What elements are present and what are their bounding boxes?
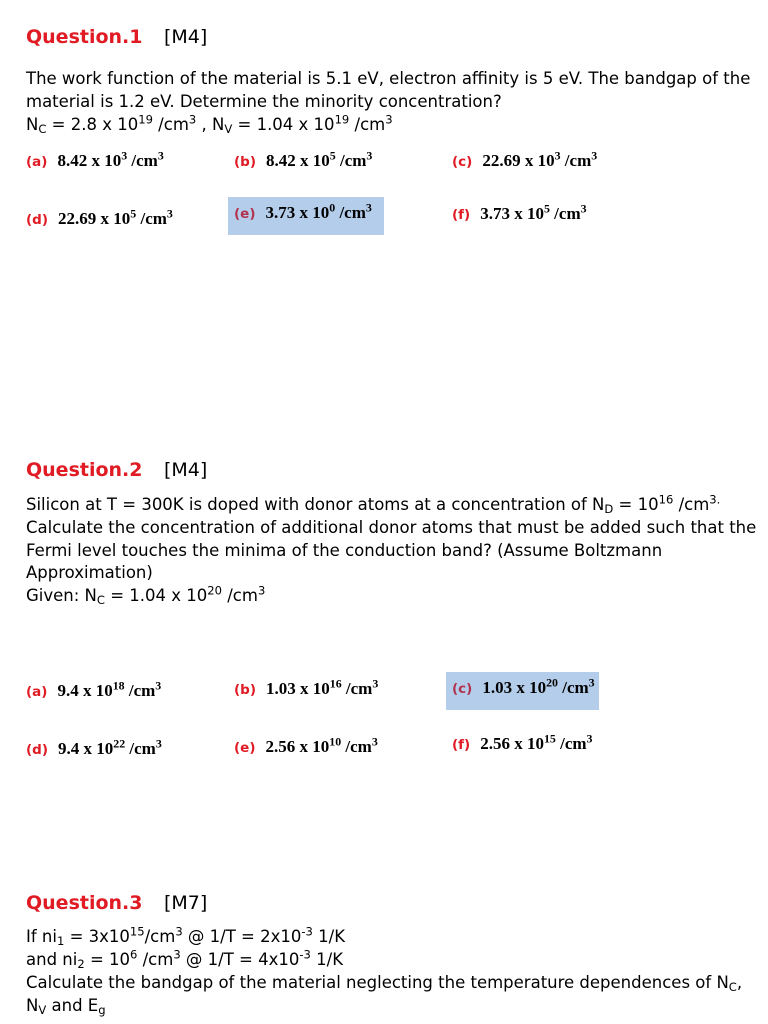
question-1-option-d[interactable]: (d) 22.69 x $10^5$ $/cm^3$ — [26, 206, 173, 228]
question-3-header — [26, 892, 208, 914]
question-1-option-f[interactable]: (f) 3.73 x $10^5$ $/cm^3$ — [452, 201, 587, 223]
question-1-option-b[interactable]: (b) 8.42 x $10^5$ $/cm^3$ — [234, 148, 373, 170]
question-2-title: Question.2 — [26, 459, 143, 481]
question-2-option-f[interactable]: (f) 2.56 x $10^{15}$ $/cm^3$ — [452, 731, 593, 753]
question-3-text-line-3: Calculate the bandgap of the material neglecting the temperature dependences of $N_C$, — [26, 973, 743, 994]
question-3-title: Question.3 — [26, 892, 143, 914]
question-2-option-a[interactable]: (a) 9.4 x $10^{18}$ $/cm^3$ — [26, 678, 162, 700]
question-1-option-a[interactable]: (a) 8.42 x $10^3$ $/cm^3$ — [26, 148, 164, 170]
question-2-header — [26, 459, 208, 481]
question-2-text-line-2: Calculate the concentration of additional donor atoms that must be added such that the — [26, 518, 757, 537]
question-3-text-line-2: and $ni_2 = 10^6$ $/cm^3$ @ $1/T = 4x10^{-3}$ 1/K — [26, 947, 344, 971]
question-3-tag: [M7] — [164, 892, 208, 914]
question-2-option-c-selected[interactable]: (c) 1.03 x $10^{20}$ $/cm^3$ — [446, 672, 599, 710]
question-3-text-line-1: If $ni_1 = 3x10^{15}/cm^3$ @ $1/T = 2x10^{-3}$ 1/K — [26, 924, 346, 948]
question-1-text-line-1: The work function of the material is 5.1 eV, electron affinity is 5 eV. The bandgap of the — [26, 69, 751, 88]
question-1-title: Question.1 — [26, 26, 143, 48]
question-3-text-line-4: $N_V$ and $E_g$ — [26, 996, 106, 1017]
question-2-option-b[interactable]: (b) 1.03 x $10^{16}$ $/cm^3$ — [234, 676, 379, 698]
question-2-option-e[interactable]: (e) 2.56 x $10^{10}$ $/cm^3$ — [234, 734, 378, 756]
question-1-text-line-2: material is 1.2 eV. Determine the minority concentration? — [26, 92, 502, 111]
question-1-header — [26, 26, 208, 48]
question-1-given: $N_C = 2.8$ x $10^{19}$ $/cm^3$ , $N_V = 1.04$ x $10^{19}$ $/cm^3$ — [26, 112, 393, 136]
question-1-option-e-selected[interactable]: (e) 3.73 x $10^0$ $/cm^3$ — [228, 197, 384, 235]
question-1-option-c[interactable]: (c) 22.69 x $10^3$ $/cm^3$ — [452, 148, 598, 170]
question-2-text-line-1: Silicon at T = 300K is doped with donor atoms at a concentration of $N_D = 10^{16}$ $/cm^{3.}$ — [26, 492, 721, 516]
question-1-tag: [M4] — [164, 26, 208, 48]
question-2-tag: [M4] — [164, 459, 208, 481]
question-2-text-line-4: Approximation) — [26, 563, 153, 582]
question-2-given: Given: $N_C = 1.04$ x $10^{20}$ $/cm^3$ — [26, 583, 266, 607]
question-2-text-line-3: Fermi level touches the minima of the conduction band? (Assume Boltzmann — [26, 541, 663, 560]
question-2-option-d[interactable]: (d) 9.4 x $10^{22}$ $/cm^3$ — [26, 736, 162, 758]
